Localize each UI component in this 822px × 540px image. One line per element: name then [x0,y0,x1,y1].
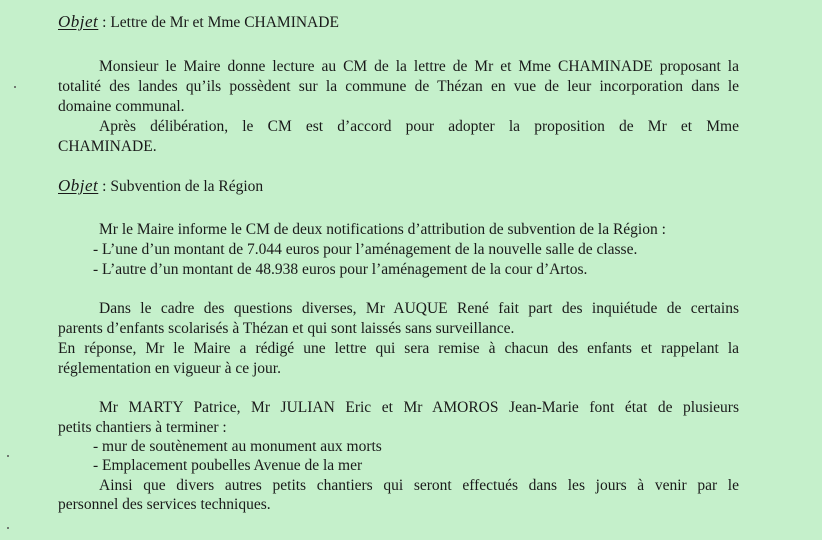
section2-p3-line1: En réponse, Mr le Maire a rédigé une lettre qui sera remise à chacun des enfants et rappelant la [58,340,739,357]
section1-title: : Lettre de Mr et Mme CHAMINADE [98,14,339,31]
section1-p2-line2: CHAMINADE. [58,138,157,155]
section1-p1-line2: totalité des landes qu’ils possèdent sur la commune de Thézan en vue de leur incorporation dans le [58,78,739,95]
section2-p4-line4: - Emplacement poubelles Avenue de la mer [93,457,363,474]
section2-heading [58,176,263,197]
section2-p2-line1: Dans le cadre des questions diverses, Mr AUQUE René fait part des inquiétude de certains [99,300,739,317]
scan-speck [7,455,9,457]
section2-objet-label: Objet [58,176,99,195]
section2-p4-line2: petits chantiers à terminer : [58,419,227,436]
section1-p2-line1: Après délibération, le CM est d’accord pour adopter la proposition de Mr et Mme [99,118,739,135]
section1-p1-line3: domaine communal. [58,98,185,115]
section2-p4-line6: personnel des services techniques. [58,496,271,513]
scan-speck [14,86,16,88]
section2-p1-line3: - L’autre d’un montant de 48.938 euros pour l’aménagement de la cour d’Artos. [93,261,588,278]
scan-speck [7,527,9,529]
section1-objet-label: Objet [58,12,99,31]
section2-p4-line3: - mur de soutènement au monument aux morts [93,438,382,455]
section2-p1-line2: - L’une d’un montant de 7.044 euros pour l’aménagement de la nouvelle salle de classe. [93,241,638,258]
section1-heading [58,12,339,33]
section2-p4-line1: Mr MARTY Patrice, Mr JULIAN Eric et Mr AMOROS Jean-Marie font état de plusieurs [99,399,739,416]
section2-p3-line2: réglementation en vigueur à ce jour. [58,360,281,377]
section2-p1-line1: Mr le Maire informe le CM de deux notifications d’attribution de subvention de la Région : [99,221,666,238]
section1-p1-line1: Monsieur le Maire donne lecture au CM de la lettre de Mr et Mme CHAMINADE proposant la [99,58,739,75]
section2-p2-line2: parents d’enfants scolarisés à Thézan et qui sont laissés sans surveillance. [58,320,515,337]
section2-title: : Subvention de la Région [98,178,264,195]
section2-p4-line5: Ainsi que divers autres petits chantiers qui seront effectués dans les jours à venir par le [99,477,739,494]
